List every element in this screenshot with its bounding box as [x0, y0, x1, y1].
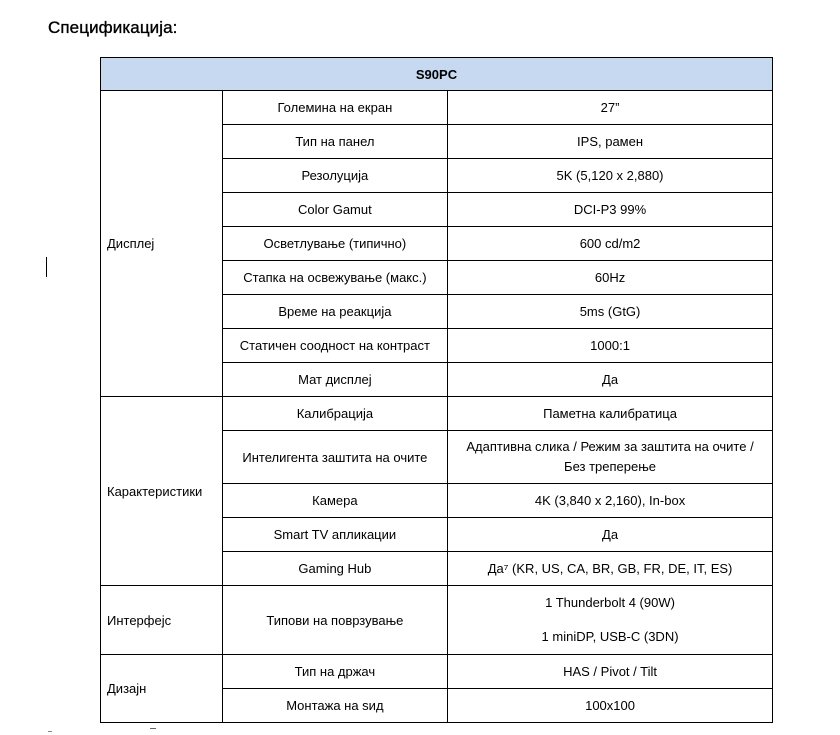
property-cell: Големина на екран	[222, 91, 447, 125]
property-cell: Интелигента заштита на очите	[222, 431, 447, 484]
property-cell: Статичен соодност на контраст	[222, 329, 447, 363]
value-cell: IPS, рамен	[448, 125, 773, 159]
category-design: Дизајн	[101, 655, 223, 723]
value-cell: 60Hz	[448, 261, 773, 295]
text-cursor	[46, 257, 47, 277]
value-line: 1 Thunderbolt 4 (90W)	[545, 595, 675, 610]
value-line: 1 miniDP, USB-C (3DN)	[541, 629, 679, 644]
property-cell: Gaming Hub	[222, 552, 447, 586]
table-row	[101, 397, 773, 431]
value-cell: 27”	[448, 91, 773, 125]
property-cell: Стапка на освежување (макс.)	[222, 261, 447, 295]
value-cell	[448, 431, 773, 484]
property-cell: Тип на држач	[222, 655, 447, 689]
value-cell: 600 cd/m2	[448, 227, 773, 261]
value-cell: DCI-P3 99%	[448, 193, 773, 227]
property-cell: Резолуција	[222, 159, 447, 193]
value-cell: 1000:1	[448, 329, 773, 363]
value-cell: 100x100	[448, 689, 773, 723]
property-cell: Време на реакција	[222, 295, 447, 329]
property-cell: Камера	[222, 484, 447, 518]
value-cell: Да⁷ (KR, US, CA, BR, GB, FR, DE, IT, ES)	[448, 552, 773, 586]
category-display: Дисплеј	[101, 91, 223, 397]
property-cell: Монтажа на ѕид	[222, 689, 447, 723]
footer-fragment-2	[150, 728, 156, 729]
value-cell: Да	[448, 518, 773, 552]
value-line: Адаптивна слика / Режим за заштита на очите /	[466, 439, 754, 454]
spec-table	[100, 57, 773, 723]
property-cell: Калибрација	[222, 397, 447, 431]
property-cell: Color Gamut	[222, 193, 447, 227]
value-cell: Паметна калибратица	[448, 397, 773, 431]
value-cell: 5K (5,120 x 2,880)	[448, 159, 773, 193]
value-cell: HAS / Pivot / Tilt	[448, 655, 773, 689]
value-cell: 5ms (GtG)	[448, 295, 773, 329]
property-cell: Осветлување (типично)	[222, 227, 447, 261]
table-title: S90PC	[101, 58, 773, 91]
value-cell: 4K (3,840 x 2,160), In-box	[448, 484, 773, 518]
footer-fragment	[48, 731, 52, 732]
property-cell: Типови на поврзување	[222, 586, 447, 655]
table-row	[101, 586, 773, 655]
property-cell: Smart TV апликации	[222, 518, 447, 552]
value-cell: Да	[448, 363, 773, 397]
value-cell	[448, 586, 773, 655]
category-features: Карактеристики	[101, 397, 223, 586]
property-cell: Мат дисплеј	[222, 363, 447, 397]
table-row	[101, 91, 773, 125]
property-cell: Тип на панел	[222, 125, 447, 159]
value-line: Без треперење	[564, 459, 657, 474]
table-row	[101, 655, 773, 689]
page-heading: Спецификација:	[48, 18, 178, 37]
category-interface: Интерфејс	[101, 586, 223, 655]
